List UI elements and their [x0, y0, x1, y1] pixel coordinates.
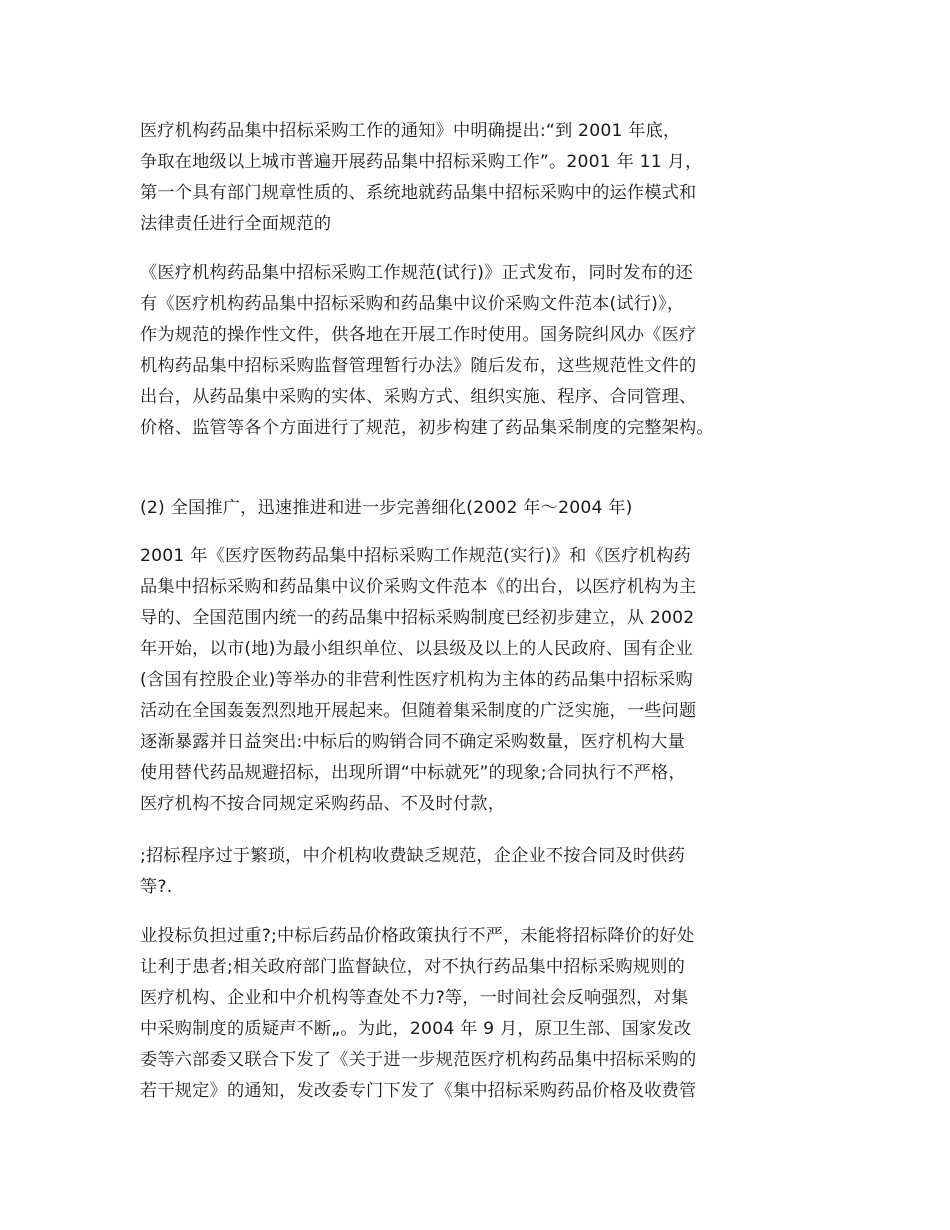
text-line: 有《医疗机构药品集中招标采购和药品集中议价采购文件范本(试行)》， [140, 294, 685, 314]
paragraph-1 [140, 116, 830, 240]
text-line: 品集中招标采购和药品集中议价采购文件范本《的出台，以医疗机构为主 [140, 577, 697, 597]
paragraph-3 [140, 541, 830, 820]
text-line: 第一个具有部门规章性质的、系统地就药品集中招标采购中的运作模式和 [140, 183, 697, 203]
text-line: 导的、全国范围内统一的药品集中招标采购制度已经初步建立，从 2002 [140, 608, 695, 628]
text-line: 价格、监管等各个方面进行了规范，初步构建了药品集采制度的完整架构。 [140, 418, 714, 438]
text-line: (含国有控股企业)等举办的非营利性医疗机构为主体的药品集中招标采购 [140, 670, 693, 690]
text-line: 中采购制度的质疑声不断„。为此，2004 年 9 月，原卫生部、国家发改 [140, 1019, 692, 1039]
text-line: ;招标程序过于繁琐，中介机构收费缺乏规范，企企业不按合同及时供药 [140, 846, 686, 866]
text-line: 年开始，以市(地)为最小组织单位、以县级及以上的人民政府、国有企业 [140, 639, 693, 659]
heading-line: (2) 全国推广，迅速推进和进一步完善细化(2002 年～2004 年) [140, 498, 633, 518]
text-line: 2001 年《医疗医物药品集中招标采购工作规范(实行)》和《医疗机构药 [140, 546, 691, 566]
text-line: 活动在全国轰轰烈烈地开展起来。但随着集采制度的广泛实施，一些问题 [140, 701, 697, 721]
text-line: 逐渐暴露并日益突出:中标后的购销合同不确定采购数量，医疗机构大量 [140, 732, 686, 752]
text-line: 医疗机构药品集中招标采购工作的通知》中明确提出:“到 2001 年底， [140, 121, 681, 141]
text-line: 业投标负担过重?;中标后药品价格政策执行不严，未能将招标降价的好处 [140, 926, 695, 946]
text-line: 让利于患者;相关政府部门监督缺位，对不执行药品集中招标采购规则的 [140, 957, 686, 977]
text-line: 出台，从药品集中采购的实体、采购方式、组织实施、程序、合同管理、 [140, 387, 697, 407]
text-line: 争取在地级以上城市普遍开展药品集中招标采购工作”。2001 年 11 月， [140, 152, 703, 172]
text-line: 医疗机构、企业和中介机构等查处不力?等，一时间社会反响强烈，对集 [140, 988, 689, 1008]
section-heading [140, 493, 830, 524]
text-line: 法律责任进行全面规范的 [140, 214, 332, 234]
text-line: 《医疗机构药品集中招标采购工作规范(试行)》正式发布，同时发布的还 [140, 263, 693, 283]
text-line: 委等六部委又联合下发了《关于进一步规范医疗机构药品集中招标采购的 [140, 1050, 697, 1070]
text-line: 等?. [140, 877, 173, 897]
paragraph-2 [140, 258, 830, 444]
text-line: 机构药品集中招标采购监督管理暂行办法》随后发布，这些规范性文件的 [140, 356, 697, 376]
paragraph-5 [140, 921, 830, 1107]
text-line: 使用替代药品规避招标，出现所谓“中标就死”的现象;合同执行不严格， [140, 763, 686, 783]
text-line: 若干规定》的通知，发改委专门下发了《集中招标采购药品价格及收费管 [140, 1081, 697, 1101]
text-line: 作为规范的操作性文件，供各地在开展工作时使用。国务院纠风办《医疗 [140, 325, 697, 345]
text-line: 医疗机构不按合同规定采购药品、不及时付款， [140, 794, 506, 814]
paragraph-4 [140, 841, 830, 903]
